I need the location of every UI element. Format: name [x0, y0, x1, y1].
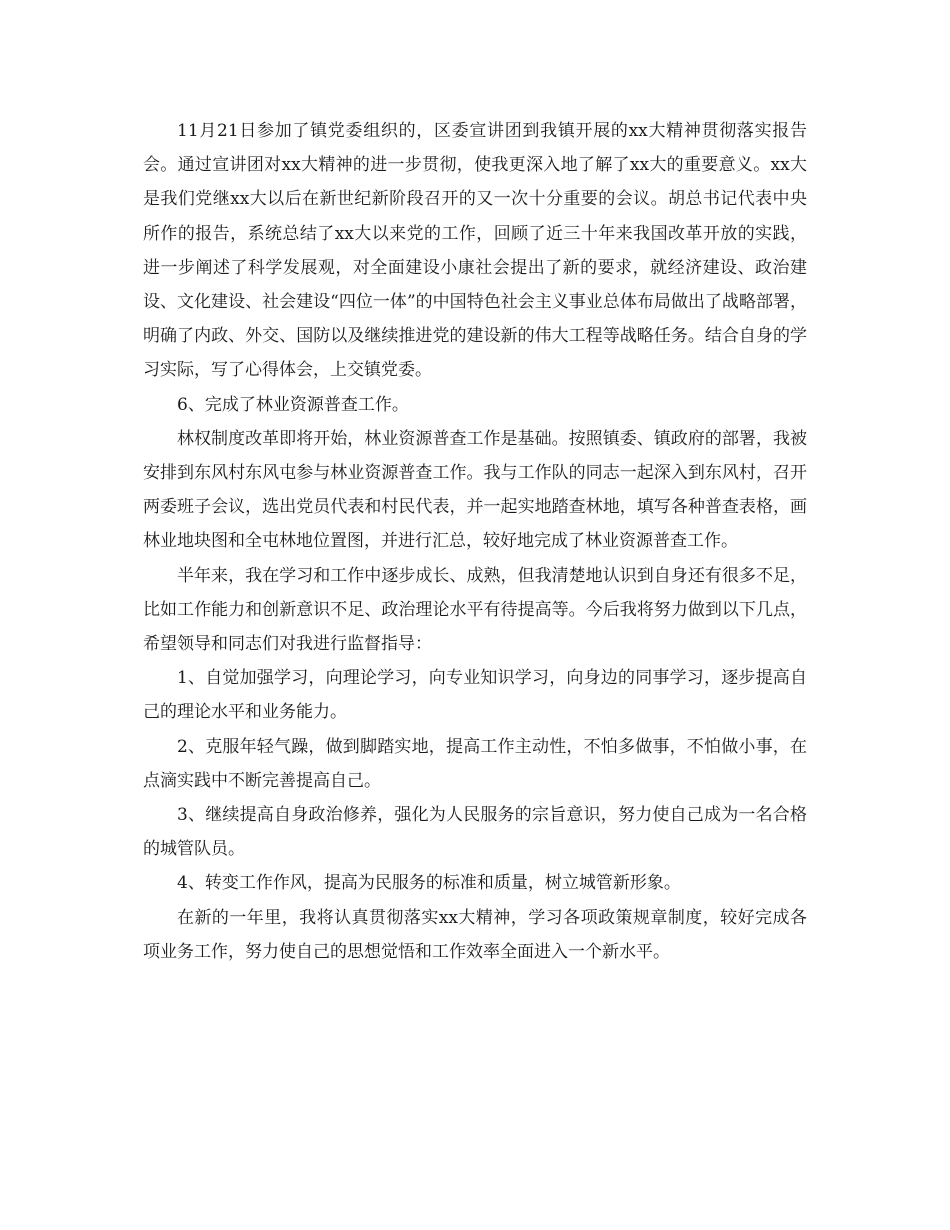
paragraph-report-meeting: 11月21日参加了镇党委组织的，区委宣讲团到我镇开展的xx大精神贯彻落实报告会。通过宣讲团对xx大精神的进一步贯彻，使我更深入地了解了xx大的重要意义。xx大是我们党继xx大以后在新世纪新阶段召开的又一次十分重要的会议。胡总书记代表中央所作的报告，系统总结了xx大以来党的工作，回顾了近三十年来我国改革开放的实践，进一步阐述了科学发展观，对全面建设小康社会提出了新的要求，就经济建设、政治建设、文化建设、社会建设“四位一体”的中国特色社会主义事业总体布局做出了战略部署，明确了内政、外交、国防以及继续推进党的建设新的伟大工程等战略任务。结合自身的学习实际，写了心得体会，上交镇党委。	[143, 121, 807, 381]
document-body	[143, 114, 807, 969]
paragraph-goal-2: 2、克服年轻气躁，做到脚踏实地，提高工作主动性，不怕多做事，不怕做小事，在点滴实践中不断完善提高自己。	[143, 736, 807, 791]
paragraph-goal-1: 1、自觉加强学习，向理论学习，向专业知识学习，向身边的同事学习，逐步提高自己的理论水平和业务能力。	[143, 668, 807, 723]
paragraph-half-year-summary: 半年来，我在学习和工作中逐步成长、成熟，但我清楚地认识到自身还有很多不足，比如工作能力和创新意识不足、政治理论水平有待提高等。今后我将努力做到以下几点，希望领导和同志们对我进行监督指导：	[143, 565, 807, 655]
paragraph-goal-3: 3、继续提高自身政治修养，强化为人民服务的宗旨意识，努力使自己成为一名合格的城管队员。	[143, 805, 807, 860]
paragraph-forestry-heading: 6、完成了林业资源普查工作。	[177, 394, 409, 415]
paragraph-forestry-survey: 林权制度改革即将开始，林业资源普查工作是基础。按照镇委、镇政府的部署，我被安排到东风村东风屯参与林业资源普查工作。我与工作队的同志一起深入到东风村，召开两委班子会议，选出党员代表和村民代表，并一起实地踏查林地，填写各种普查表格，画林业地块图和全屯林地位置图，并进行汇总，较好地完成了林业资源普查工作。	[143, 428, 807, 552]
paragraph-new-year: 在新的一年里，我将认真贯彻落实xx大精神，学习各项政策规章制度，较好完成各项业务工作，努力使自己的思想觉悟和工作效率全面进入一个新水平。	[143, 907, 807, 962]
paragraph-goal-4: 4、转变工作作风，提高为民服务的标准和质量，树立城管新形象。	[177, 873, 681, 894]
